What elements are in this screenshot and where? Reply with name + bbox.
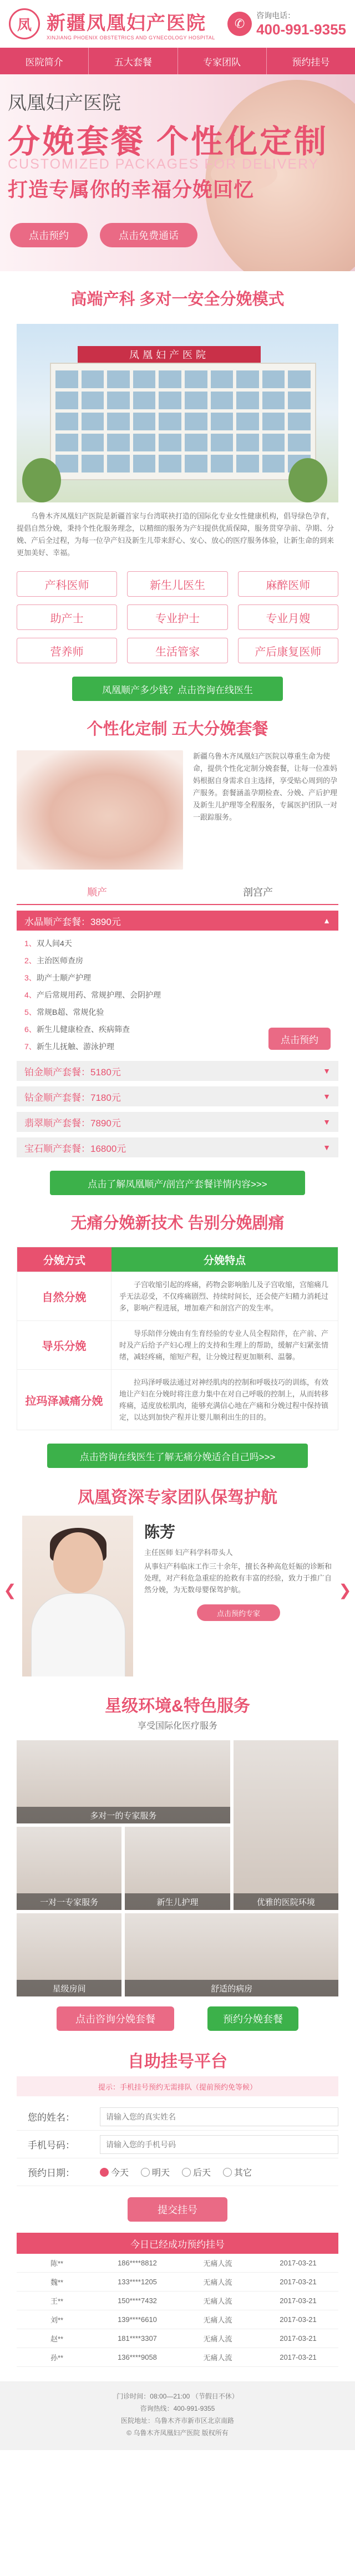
name-label: 您的姓名： (28, 2112, 75, 2123)
table-row: 孙** 136****9058 无痛人流 2017-03-21 (17, 2348, 338, 2367)
staff-tag: 产科医师 (17, 571, 117, 597)
expert-order-button[interactable]: 点击预约专家 (197, 1604, 280, 1621)
staff-tag: 助产士 (17, 604, 117, 630)
tel-label: 咨询电话： (256, 11, 296, 20)
table-header: 分娩方式 (17, 1247, 111, 1272)
table-row: 王** 150****7432 无痛人流 2017-03-21 (17, 2292, 338, 2310)
list-item: 5、常规B超、常规化验 (24, 1008, 104, 1017)
price-consult-link[interactable]: 凤凰顺产多少钱？点击咨询在线医生 (72, 677, 283, 701)
packages-photo (17, 750, 183, 870)
main-nav (0, 48, 355, 74)
staff-tag: 专业护士 (127, 604, 227, 630)
radio-icon (182, 2168, 191, 2177)
table-row: 导乐分娩 导乐陪伴分娩由有生育经验的专业人员全程陪伴，在产前、产时及产后给予产妇心理上的支持和生理上的帮助，缓解产妇紧张情绪，减轻疼痛，缩短产程，让分娩过程更加顺利、温馨。 (17, 1320, 338, 1369)
register-note: 提示：手机挂号预约无需排队（提前预约免等候） (17, 2076, 338, 2096)
nav-item-register[interactable]: 预约挂号 (292, 57, 330, 68)
staff-tag: 专业月嫂 (238, 604, 338, 630)
expert-name: 陈芳 (144, 1523, 176, 1541)
radio-icon (141, 2168, 150, 2177)
list-item: 4、产后常规用药、常规护理、会阴护理 (24, 990, 161, 999)
footer (0, 2381, 355, 2450)
staff-grid (0, 559, 355, 663)
table-row: 陈** 186****8812 无痛人流 2017-03-21 (17, 2254, 338, 2273)
banner-line1: 凤凰妇产医院 (8, 93, 121, 114)
chevron-down-icon: ▼ (323, 1117, 331, 1126)
footer-address: 医院地址：乌鲁木齐市新市区北京南路 (120, 2417, 234, 2425)
staff-tag: 生活管家 (127, 638, 227, 663)
book-package-button[interactable]: 预约分娩套餐 (207, 2006, 298, 2031)
env-subtitle: 享受国际化医疗服务 (137, 1721, 217, 1731)
consult-package-button[interactable]: 点击咨询分娩套餐 (57, 2006, 174, 2031)
gallery-item[interactable]: 新生儿护理 (125, 1827, 230, 1910)
package-detail-link[interactable]: 点击了解凤凰顺产/剖宫产套餐详情内容>>> (50, 1171, 305, 1195)
submit-button[interactable]: 提交挂号 (128, 2197, 227, 2222)
chevron-down-icon: ▼ (323, 1143, 331, 1152)
chevron-down-icon: ▼ (323, 1092, 331, 1101)
package-item-gold[interactable]: 钻金顺产套餐：7180元 ▼ (17, 1086, 338, 1106)
gallery-item[interactable]: 星级房间 (17, 1913, 121, 1996)
expert-photo (22, 1516, 133, 1676)
list-item: 1、双人间4天 (24, 939, 72, 948)
env-title: 星级环境&特色服务 (105, 1697, 250, 1715)
radio-day-after[interactable]: 后天 (182, 2166, 211, 2178)
table-row: 拉玛泽减痛分娩 拉玛泽呼吸法通过对神经肌肉的控制和呼吸技巧的训练，有效地让产妇在分娩时将注意力集中在对自己呼吸的控制上，从而转移疼痛，适度放松肌肉，能够充满信心地在产痛和分娩过程中保持镇定，以达到加快产程并让婴儿顺利出生的目的。 (17, 1369, 338, 1430)
name-input[interactable] (100, 2107, 338, 2126)
package-tabs (17, 880, 338, 905)
logo-en: XINJIANG PHOENIX OBSTETRICS AND GYNECOLOGY HOSPITAL (47, 34, 215, 40)
today-records-title: 今日已经成功预约挂号 (17, 2233, 338, 2254)
gallery-item[interactable]: 一对一专家服务 (17, 1827, 121, 1910)
tab-natural[interactable]: 顺产 (87, 887, 107, 898)
tel-block[interactable] (227, 10, 346, 38)
records-table (17, 2254, 338, 2367)
package-item-platinum[interactable]: 铂金顺产套餐：5180元 ▼ (17, 1061, 338, 1081)
register-form (0, 2096, 355, 2222)
package-item-jade[interactable]: 翡翠顺产套餐：7890元 ▼ (17, 1112, 338, 1132)
gallery-item[interactable]: 多对一的专家服务 (17, 1740, 230, 1823)
tab-csection[interactable]: 剖宫产 (243, 887, 273, 898)
radio-icon (223, 2168, 232, 2177)
banner-en: CUSTOMIZED PACKAGES FOR DELIVERY (8, 156, 320, 172)
chevron-up-icon: ▲ (323, 916, 331, 925)
tel-number[interactable]: 400-991-9355 (256, 21, 346, 38)
table-row: 赵** 181****3307 无痛人流 2017-03-21 (17, 2329, 338, 2348)
staff-tag: 新生儿医生 (127, 571, 227, 597)
expert-role: 主任医师 妇产科学科带头人 (144, 1548, 233, 1557)
packages-title: 个性化定制 五大分娩套餐 (87, 720, 268, 738)
footer-hours: 门诊时间：08:00—21:00 （节假日不休） (116, 2392, 239, 2400)
staff-tag: 麻醉医师 (238, 571, 338, 597)
date-label: 预约日期： (28, 2168, 75, 2178)
gallery-item[interactable]: 优雅的医院环境 (234, 1740, 338, 1910)
table-row: 刘** 139****6610 无痛人流 2017-03-21 (17, 2310, 338, 2329)
date-radio-group (100, 2166, 338, 2178)
table-header: 分娩特点 (111, 1247, 338, 1272)
list-item: 2、主治医师查房 (24, 956, 83, 965)
banner-call-button[interactable]: 点击免费通话 (100, 223, 197, 247)
list-item: 3、助产士顺产护理 (24, 973, 91, 982)
package-detail (17, 931, 338, 1055)
table-row: 自然分娩 子宫收缩引起的疼痛，药物会影响胎儿及子宫收缩，宫缩痛几乎无法忍受，不仅疼痛剧烈、持续时间长，还会使产妇精力消耗过多，影响产程进展，增加难产和剖宫产的发生率。 (17, 1272, 338, 1320)
hospital-title: 高端产科 多对一安全分娩模式 (70, 291, 285, 308)
staff-tag: 营养师 (17, 638, 117, 663)
footer-copyright: © 乌鲁木齐凤凰妇产医院 版权所有 (126, 2429, 229, 2437)
painless-consult-link[interactable]: 点击咨询在线医生了解无痛分娩适合自己吗>>> (47, 1444, 308, 1468)
list-item: 7、新生儿抚触、游泳护理 (24, 1042, 114, 1051)
staff-tag: 产后康复医师 (238, 638, 338, 663)
header (0, 0, 355, 48)
hospital-sign: 凤凰妇产医院 (78, 346, 261, 363)
expert-desc: 从事妇产科临床工作三十余年，擅长各种高危妊娠的诊断和处理，对产科危急重症的抢救有丰富的经验，致力于推广自然分娩，为无数母婴保驾护航。 (144, 1562, 332, 1594)
chevron-left-icon[interactable]: ❮ (3, 1581, 17, 1599)
banner-order-button[interactable]: 点击预约 (10, 223, 88, 247)
footer-hotline[interactable]: 咨询热线：400-991-9355 (140, 2405, 215, 2412)
package-item-gem[interactable]: 宝石顺产套餐：16800元 ▼ (17, 1137, 338, 1157)
packages-desc: 新疆乌鲁木齐凤凰妇产医院以尊重生命为使命，提供个性化定制分娩套餐，让每一位准妈妈根据自身需求自主选择，享受贴心周到的孕产服务。套餐涵盖孕期检查、分娩、产后护理及新生儿护理等全程服务，专属医护团队一对一跟踪服务。 (193, 752, 338, 821)
nav-item-experts[interactable]: 专家团队 (178, 48, 267, 74)
nav-item-intro[interactable]: 医院简介 (0, 48, 89, 74)
env-gallery (0, 1740, 355, 1996)
banner-line3: 打造专属你的幸福分娩回忆 (8, 178, 255, 201)
hero-banner (0, 74, 355, 271)
radio-today[interactable]: 今天 (100, 2166, 129, 2178)
logo[interactable] (9, 8, 215, 40)
logo-icon: 凤 (9, 8, 40, 39)
painless-title: 无痛分娩新技术 告别分娩剧痛 (70, 1215, 285, 1232)
hospital-intro: 乌鲁木齐凤凰妇产医院是新疆首家与台湾联袂打造的国际化专业女性健康机构，倡导绿色孕育，提倡自然分娩，秉持个性化服务理念，以精细的服务为产妇提供优质保障，服务贯穿孕前、孕期、分娩、产后全过程，为每一位孕产妇及新生儿带来舒心、安心、放心的医疗服务体验，让新生命的到来更加美好、幸福。 (17, 512, 334, 557)
chevron-right-icon[interactable]: ❯ (338, 1581, 352, 1599)
banner-line2: 分娩套餐 个性化定制 (8, 124, 329, 160)
phone-input[interactable] (100, 2135, 338, 2154)
phone-label: 手机号码： (28, 2140, 75, 2151)
expert-title: 凤凰资深专家团队保驾护航 (78, 1488, 277, 1507)
logo-name: 新疆凤凰妇产医院 (47, 12, 206, 34)
chevron-down-icon: ▼ (323, 1066, 331, 1075)
radio-tomorrow[interactable]: 明天 (141, 2166, 170, 2178)
delivery-table (17, 1247, 338, 1430)
radio-other[interactable]: 其它 (223, 2166, 252, 2178)
expert-card (0, 1516, 355, 1676)
hospital-photo (17, 324, 338, 502)
register-title: 自助挂号平台 (128, 2052, 227, 2071)
package-item-crystal[interactable]: 水晶顺产套餐：3890元 ▲ (17, 911, 338, 931)
radio-checked-icon (100, 2168, 109, 2177)
table-row: 魏** 133****1205 无痛人流 2017-03-21 (17, 2273, 338, 2292)
nav-item-packages[interactable]: 五大套餐 (89, 48, 178, 74)
phone-icon: ✆ (227, 12, 252, 36)
package-order-button[interactable]: 点击预约 (268, 1028, 331, 1050)
gallery-item[interactable]: 舒适的病房 (125, 1913, 338, 1996)
list-item: 6、新生儿健康检查、疾病筛查 (24, 1025, 130, 1034)
